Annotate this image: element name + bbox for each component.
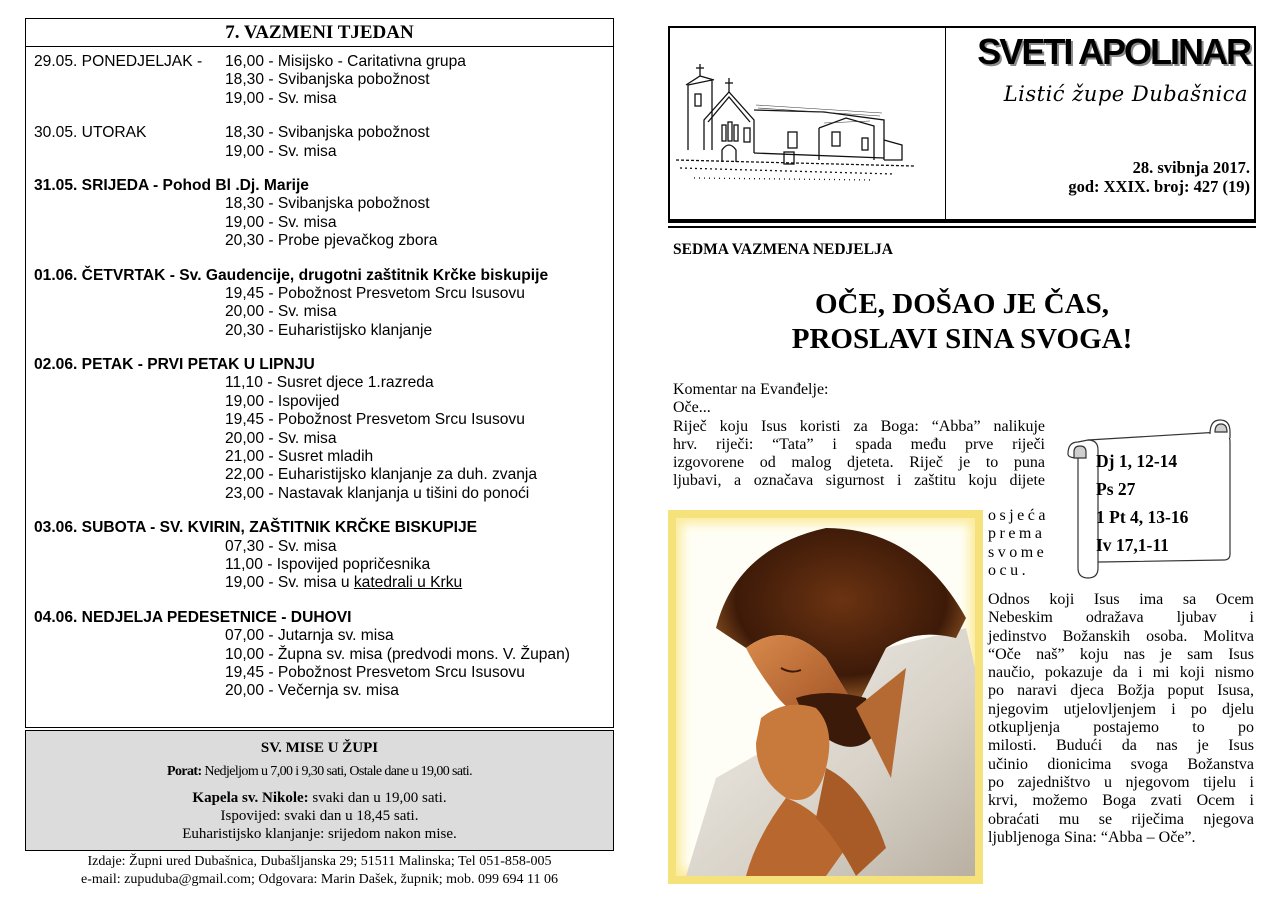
newsletter-title: SVETI APOLINAR bbox=[977, 31, 1250, 72]
masses-confession: Ispovijed: svaki dan u 18,45 sati. bbox=[220, 808, 419, 824]
event: 18,30 - Svibanjska pobožnost bbox=[225, 71, 430, 89]
kapela-label: Kapela sv. Nikole: bbox=[192, 790, 309, 806]
footer-line-address: Izdaje: Župni ured Dubašnica, Dubašljanska 29; 51511 Malinska; Tel 051-858-005 bbox=[87, 854, 552, 869]
day-label: 29.05. PONEDJELJAK - bbox=[34, 53, 203, 70]
article-narrow-column bbox=[988, 507, 1049, 580]
body-line: učinio dionicima svoga Božanstva bbox=[988, 755, 1254, 773]
body-line: po zajedništvo u njegovom tijelu i bbox=[988, 773, 1254, 791]
event-text: 19,00 - Sv. misa u bbox=[225, 574, 354, 592]
event: 19,00 - Sv. misa bbox=[225, 142, 337, 160]
publisher-footer bbox=[25, 853, 614, 889]
reading: Ps 27 bbox=[1096, 479, 1136, 499]
schedule-title: 7. VAZMENI TJEDAN bbox=[26, 19, 613, 47]
narrow-line: ocu. bbox=[988, 561, 1030, 579]
body-line: po naravi djeca Božja poput Isusa, bbox=[988, 682, 1254, 700]
event: 19,00 - Ispovijed bbox=[225, 392, 340, 410]
intro-label: Komentar na Evanđelje: bbox=[673, 381, 829, 398]
body-line: njegovim utjelovljenjem i po djelu bbox=[988, 700, 1254, 718]
footer-line-contact: e-mail: zupuduba@gmail.com; Odgovara: Marin Dašek, župnik; mob. 099 694 11 06 bbox=[81, 872, 558, 887]
body-line: krvi, možemo Boga zvati Ocem i bbox=[988, 792, 1254, 810]
church-drawing-cell bbox=[670, 28, 946, 219]
event: 20,00 - Večernja sv. misa bbox=[225, 682, 399, 700]
masses-title: SV. MISE U ŽUPI bbox=[260, 740, 379, 756]
event: 19,45 - Pobožnost Presvetom Srcu Isusovu bbox=[225, 663, 525, 681]
article-headline bbox=[668, 287, 1256, 357]
event: 11,10 - Susret djece 1.razreda bbox=[225, 374, 434, 392]
day-label: 04.06. NEDJELJA PEDESETNICE - DUHOVI bbox=[34, 608, 352, 626]
event: 20,00 - Sv. misa bbox=[225, 429, 337, 447]
body-line: obraćati mu se riječima njegova bbox=[988, 810, 1254, 828]
sunday-label: SEDMA VAZMENA NEDJELJA bbox=[673, 241, 893, 258]
article-intro bbox=[673, 381, 1045, 491]
event: 18,30 - Svibanjska pobožnost bbox=[225, 124, 430, 142]
cathedral-underlined-text: katedrali u Krku bbox=[353, 574, 463, 592]
church-drawing bbox=[674, 40, 942, 190]
body-line: jedinstvo Božanskih osoba. Molitva bbox=[988, 627, 1254, 645]
porat-text: Nedjeljom u 7,00 i 9,30 sati, Ostale dane u 19,00 sati. bbox=[201, 764, 472, 779]
kapela-text: svaki dan u 19,00 sati. bbox=[308, 790, 447, 806]
masthead bbox=[668, 26, 1256, 223]
weekly-schedule bbox=[25, 18, 614, 728]
event: 07,00 - Jutarnja sv. misa bbox=[225, 627, 394, 645]
event: 11,00 - Ispovijed popričesnika bbox=[225, 555, 431, 573]
event: 19,45 - Pobožnost Presvetom Srcu Isusovu bbox=[225, 284, 525, 302]
body-line: ljubljenoga Sina: “Abba – Oče”. bbox=[988, 828, 1196, 846]
issue-date: 28. svibnja 2017. bbox=[1132, 158, 1250, 177]
masthead-title-cell bbox=[947, 28, 1254, 219]
praying-figure-illustration bbox=[676, 518, 975, 876]
masthead-divider bbox=[668, 226, 1256, 228]
schedule-day bbox=[34, 267, 613, 341]
article-body bbox=[988, 591, 1254, 847]
masses-kapela bbox=[26, 789, 613, 807]
reading: 1 Pt 4, 13-16 bbox=[1096, 507, 1189, 527]
intro-line: ljubavi, a označava sigurnost i zaštitu koju dijete bbox=[673, 472, 1045, 490]
schedule-day bbox=[34, 519, 613, 593]
event: 19,00 - Sv. misa bbox=[225, 213, 337, 231]
body-line: Nebeskim odražava ljubav i bbox=[988, 609, 1254, 627]
schedule-day bbox=[34, 356, 613, 503]
event: 20,00 - Sv. misa bbox=[225, 303, 337, 321]
parish-masses-box bbox=[25, 730, 614, 851]
body-line: Odnos koji Isus ima sa Ocem bbox=[988, 591, 1254, 608]
narrow-line: prema bbox=[988, 525, 1046, 543]
masses-porat bbox=[26, 761, 613, 783]
event: 20,30 - Probe pjevačkog zbora bbox=[225, 232, 438, 250]
event: 19,45 - Pobožnost Presvetom Srcu Isusovu bbox=[225, 411, 525, 429]
body-line: naučio, pokazuje da i mi koji nismo bbox=[988, 664, 1254, 682]
porat-label: Porat: bbox=[167, 764, 202, 779]
headline-line-1: OČE, DOŠAO JE ČAS, bbox=[814, 288, 1110, 320]
day-label: 30.05. UTORAK bbox=[34, 124, 147, 142]
event: 22,00 - Euharistijsko klanjanje za duh. zvanja bbox=[225, 466, 538, 484]
masses-adoration: Euharistijsko klanjanje: srijedom nakon mise. bbox=[182, 826, 457, 842]
schedule-day bbox=[34, 609, 613, 701]
schedule-body bbox=[26, 47, 613, 701]
painting-image bbox=[676, 518, 975, 876]
praying-jesus-painting bbox=[668, 510, 983, 884]
intro-line: hrv. riječi: “Tata” i spada među prve riječi bbox=[673, 435, 1045, 453]
reading: Iv 17,1-11 bbox=[1096, 535, 1169, 555]
day-label: 31.05. SRIJEDA - Pohod Bl .Dj. Marije bbox=[34, 176, 309, 194]
event bbox=[225, 574, 462, 592]
event: 20,30 - Euharistijsko klanjanje bbox=[225, 321, 433, 339]
issue-number: god: XXIX. broj: 427 (19) bbox=[1068, 177, 1250, 196]
intro-line: Riječ koju Isus koristi za Boga: “Abba” nalikuje bbox=[673, 417, 1045, 435]
day-label: 02.06. PETAK - PRVI PETAK U LIPNJU bbox=[34, 356, 315, 374]
liturgical-readings bbox=[1096, 447, 1188, 559]
body-line: “Oče naš” koju nas je sam Isus bbox=[988, 645, 1254, 663]
event: 19,00 - Sv. misa bbox=[225, 89, 337, 107]
body-line: otkupljenja postajemo to po bbox=[988, 719, 1254, 737]
event: 07,30 - Sv. misa bbox=[225, 537, 337, 555]
narrow-line: svome bbox=[988, 543, 1048, 561]
day-label: 01.06. ČETVRTAK - Sv. Gaudencije, drugotni zaštitnik Krčke biskupije bbox=[34, 266, 549, 284]
schedule-day bbox=[34, 124, 613, 161]
newsletter-subtitle: Listić župe Dubašnica bbox=[1003, 82, 1248, 106]
intro-oce: Oče... bbox=[673, 399, 711, 417]
schedule-day bbox=[34, 177, 613, 251]
narrow-line: osjeća bbox=[988, 507, 1049, 524]
headline-line-2: PROSLAVI SINA SVOGA! bbox=[791, 323, 1133, 355]
event: 21,00 - Susret mladih bbox=[225, 448, 374, 466]
body-line: milosti. Budući da nas je Isus bbox=[988, 737, 1254, 755]
reading: Dj 1, 12-14 bbox=[1096, 451, 1178, 471]
event: 16,00 - Misijsko - Caritativna grupa bbox=[225, 53, 466, 70]
day-label: 03.06. SUBOTA - SV. KVIRIN, ZAŠTITNIK KRČKE BISKUPIJE bbox=[34, 519, 478, 537]
event: 23,00 - Nastavak klanjanja u tišini do ponoći bbox=[225, 484, 530, 502]
intro-line: izgovorene od malog djeteta. Riječ je to puna bbox=[673, 454, 1045, 472]
event: 10,00 - Župna sv. misa (predvodi mons. V. Župan) bbox=[225, 645, 570, 663]
event: 18,30 - Svibanjska pobožnost bbox=[225, 195, 430, 213]
schedule-day bbox=[34, 53, 613, 108]
